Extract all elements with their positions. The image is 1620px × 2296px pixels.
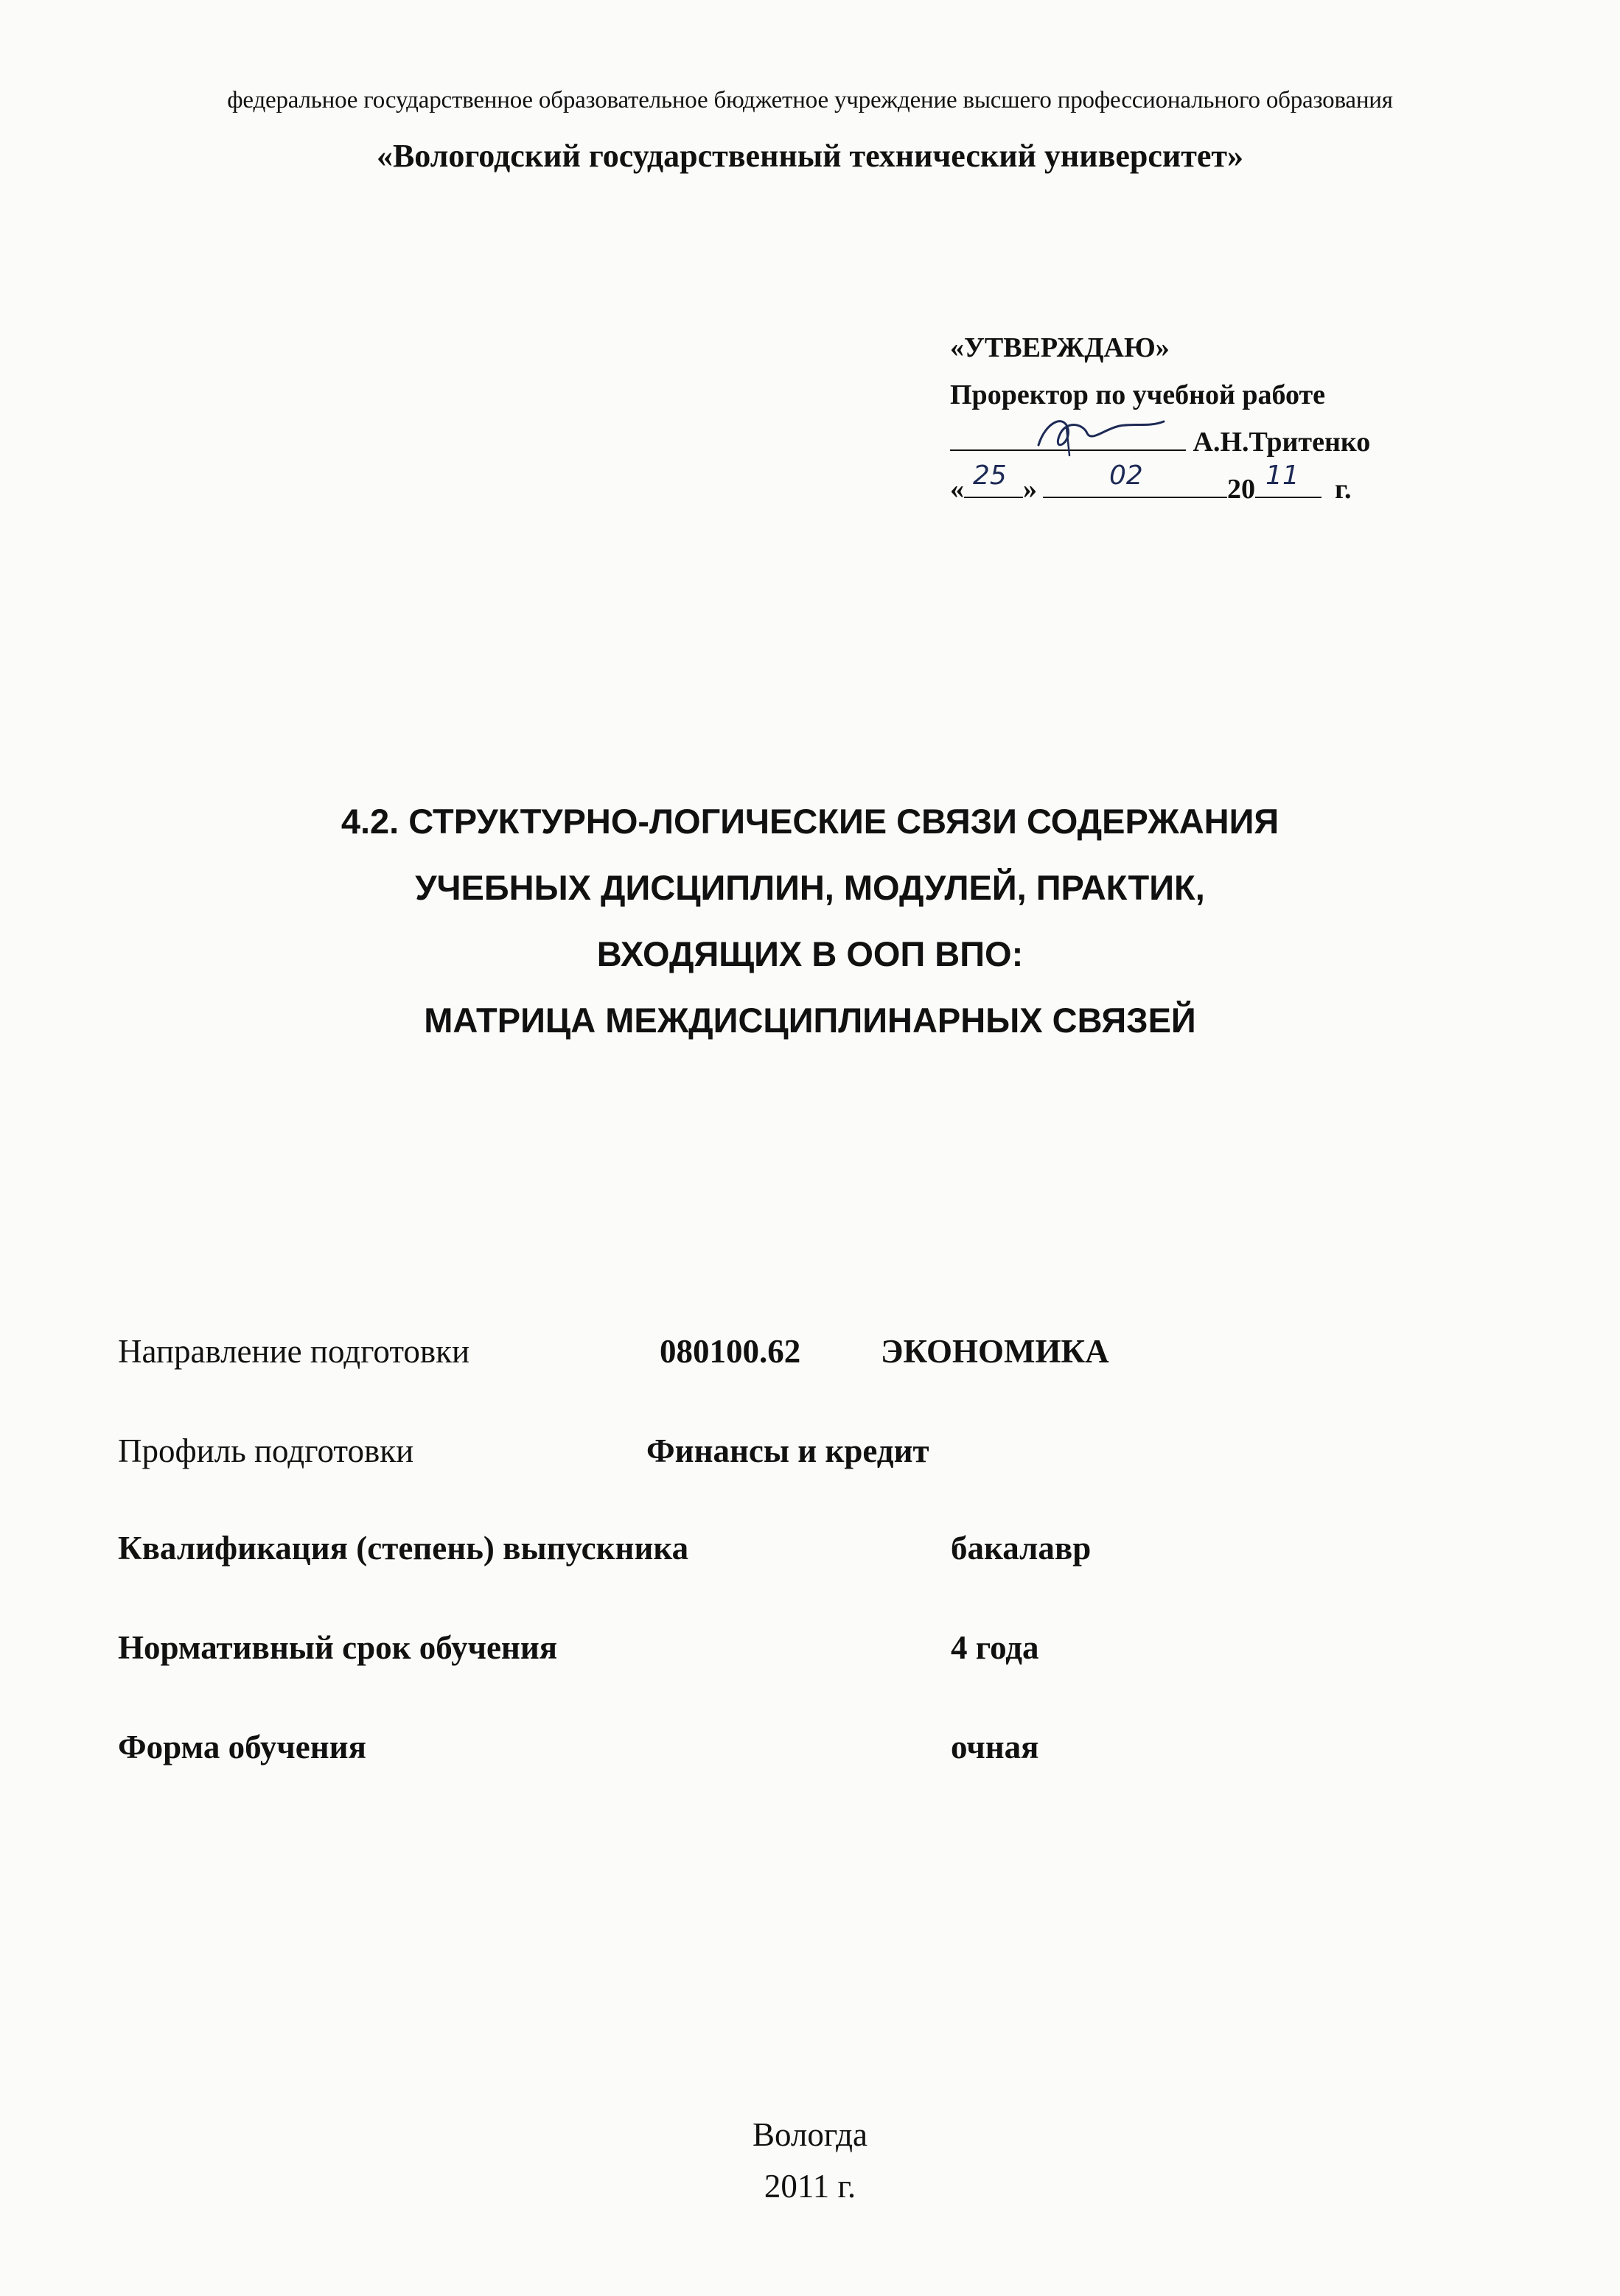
footer-city: Вологда <box>753 2116 867 2153</box>
profile-label: Профиль подготовки <box>118 1432 414 1469</box>
term-label: Нормативный срок обучения <box>118 1629 558 1666</box>
date-year-suffix: 11 <box>1265 461 1299 491</box>
date-day-blank <box>964 461 1023 498</box>
approval-signature-line <box>950 419 1370 466</box>
date-open-quote: « <box>950 474 964 505</box>
approval-block <box>950 324 1370 513</box>
profile-value: Финансы и кредит <box>646 1432 929 1469</box>
signature-scribble <box>1024 407 1171 458</box>
approval-position: Проректор по учебной работе <box>950 379 1326 410</box>
approval-date <box>950 461 1370 513</box>
date-day: 25 <box>973 461 1007 491</box>
footer <box>0 2109 1620 2212</box>
date-year-unit: г. <box>1335 474 1352 505</box>
title-line-3: ВХОДЯЩИХ В ООП ВПО: <box>596 934 1024 973</box>
approver-name: А.Н.Тритенко <box>1193 427 1371 458</box>
approval-heading: «УТВЕРЖДАЮ» <box>950 332 1170 363</box>
form-label: Форма обучения <box>118 1729 366 1765</box>
direction-label: Направление подготовки <box>118 1333 470 1370</box>
organization-line: федеральное государственное образовательное бюджетное учреждение высшего профессионального образования <box>227 87 1393 113</box>
date-month-blank <box>1043 461 1227 498</box>
direction-code: 080100.62 <box>660 1333 801 1370</box>
date-month: 02 <box>1109 461 1143 491</box>
university-name: «Вологодский государственный технический университет» <box>376 138 1244 174</box>
footer-year: 2011 г. <box>764 2168 856 2205</box>
date-year-blank <box>1255 461 1322 498</box>
direction-name: ЭКОНОМИКА <box>881 1333 1109 1370</box>
term-value: 4 года <box>951 1629 1039 1666</box>
title-line-1: 4.2. СТРУКТУРНО-ЛОГИЧЕСКИЕ СВЯЗИ СОДЕРЖАНИЯ <box>341 802 1279 841</box>
qualification-label: Квалификация (степень) выпускника <box>118 1530 689 1567</box>
title-line-4: МАТРИЦА МЕЖДИСЦИПЛИНАРНЫХ СВЯЗЕЙ <box>424 1001 1196 1040</box>
document-title <box>0 788 1620 1054</box>
qualification-value: бакалавр <box>951 1530 1092 1567</box>
date-year-prefix: 20 <box>1227 474 1255 505</box>
form-value: очная <box>951 1729 1039 1765</box>
title-line-2: УЧЕБНЫХ ДИСЦИПЛИН, МОДУЛЕЙ, ПРАКТИК, <box>415 868 1205 907</box>
date-close-quote: » <box>1023 474 1037 505</box>
